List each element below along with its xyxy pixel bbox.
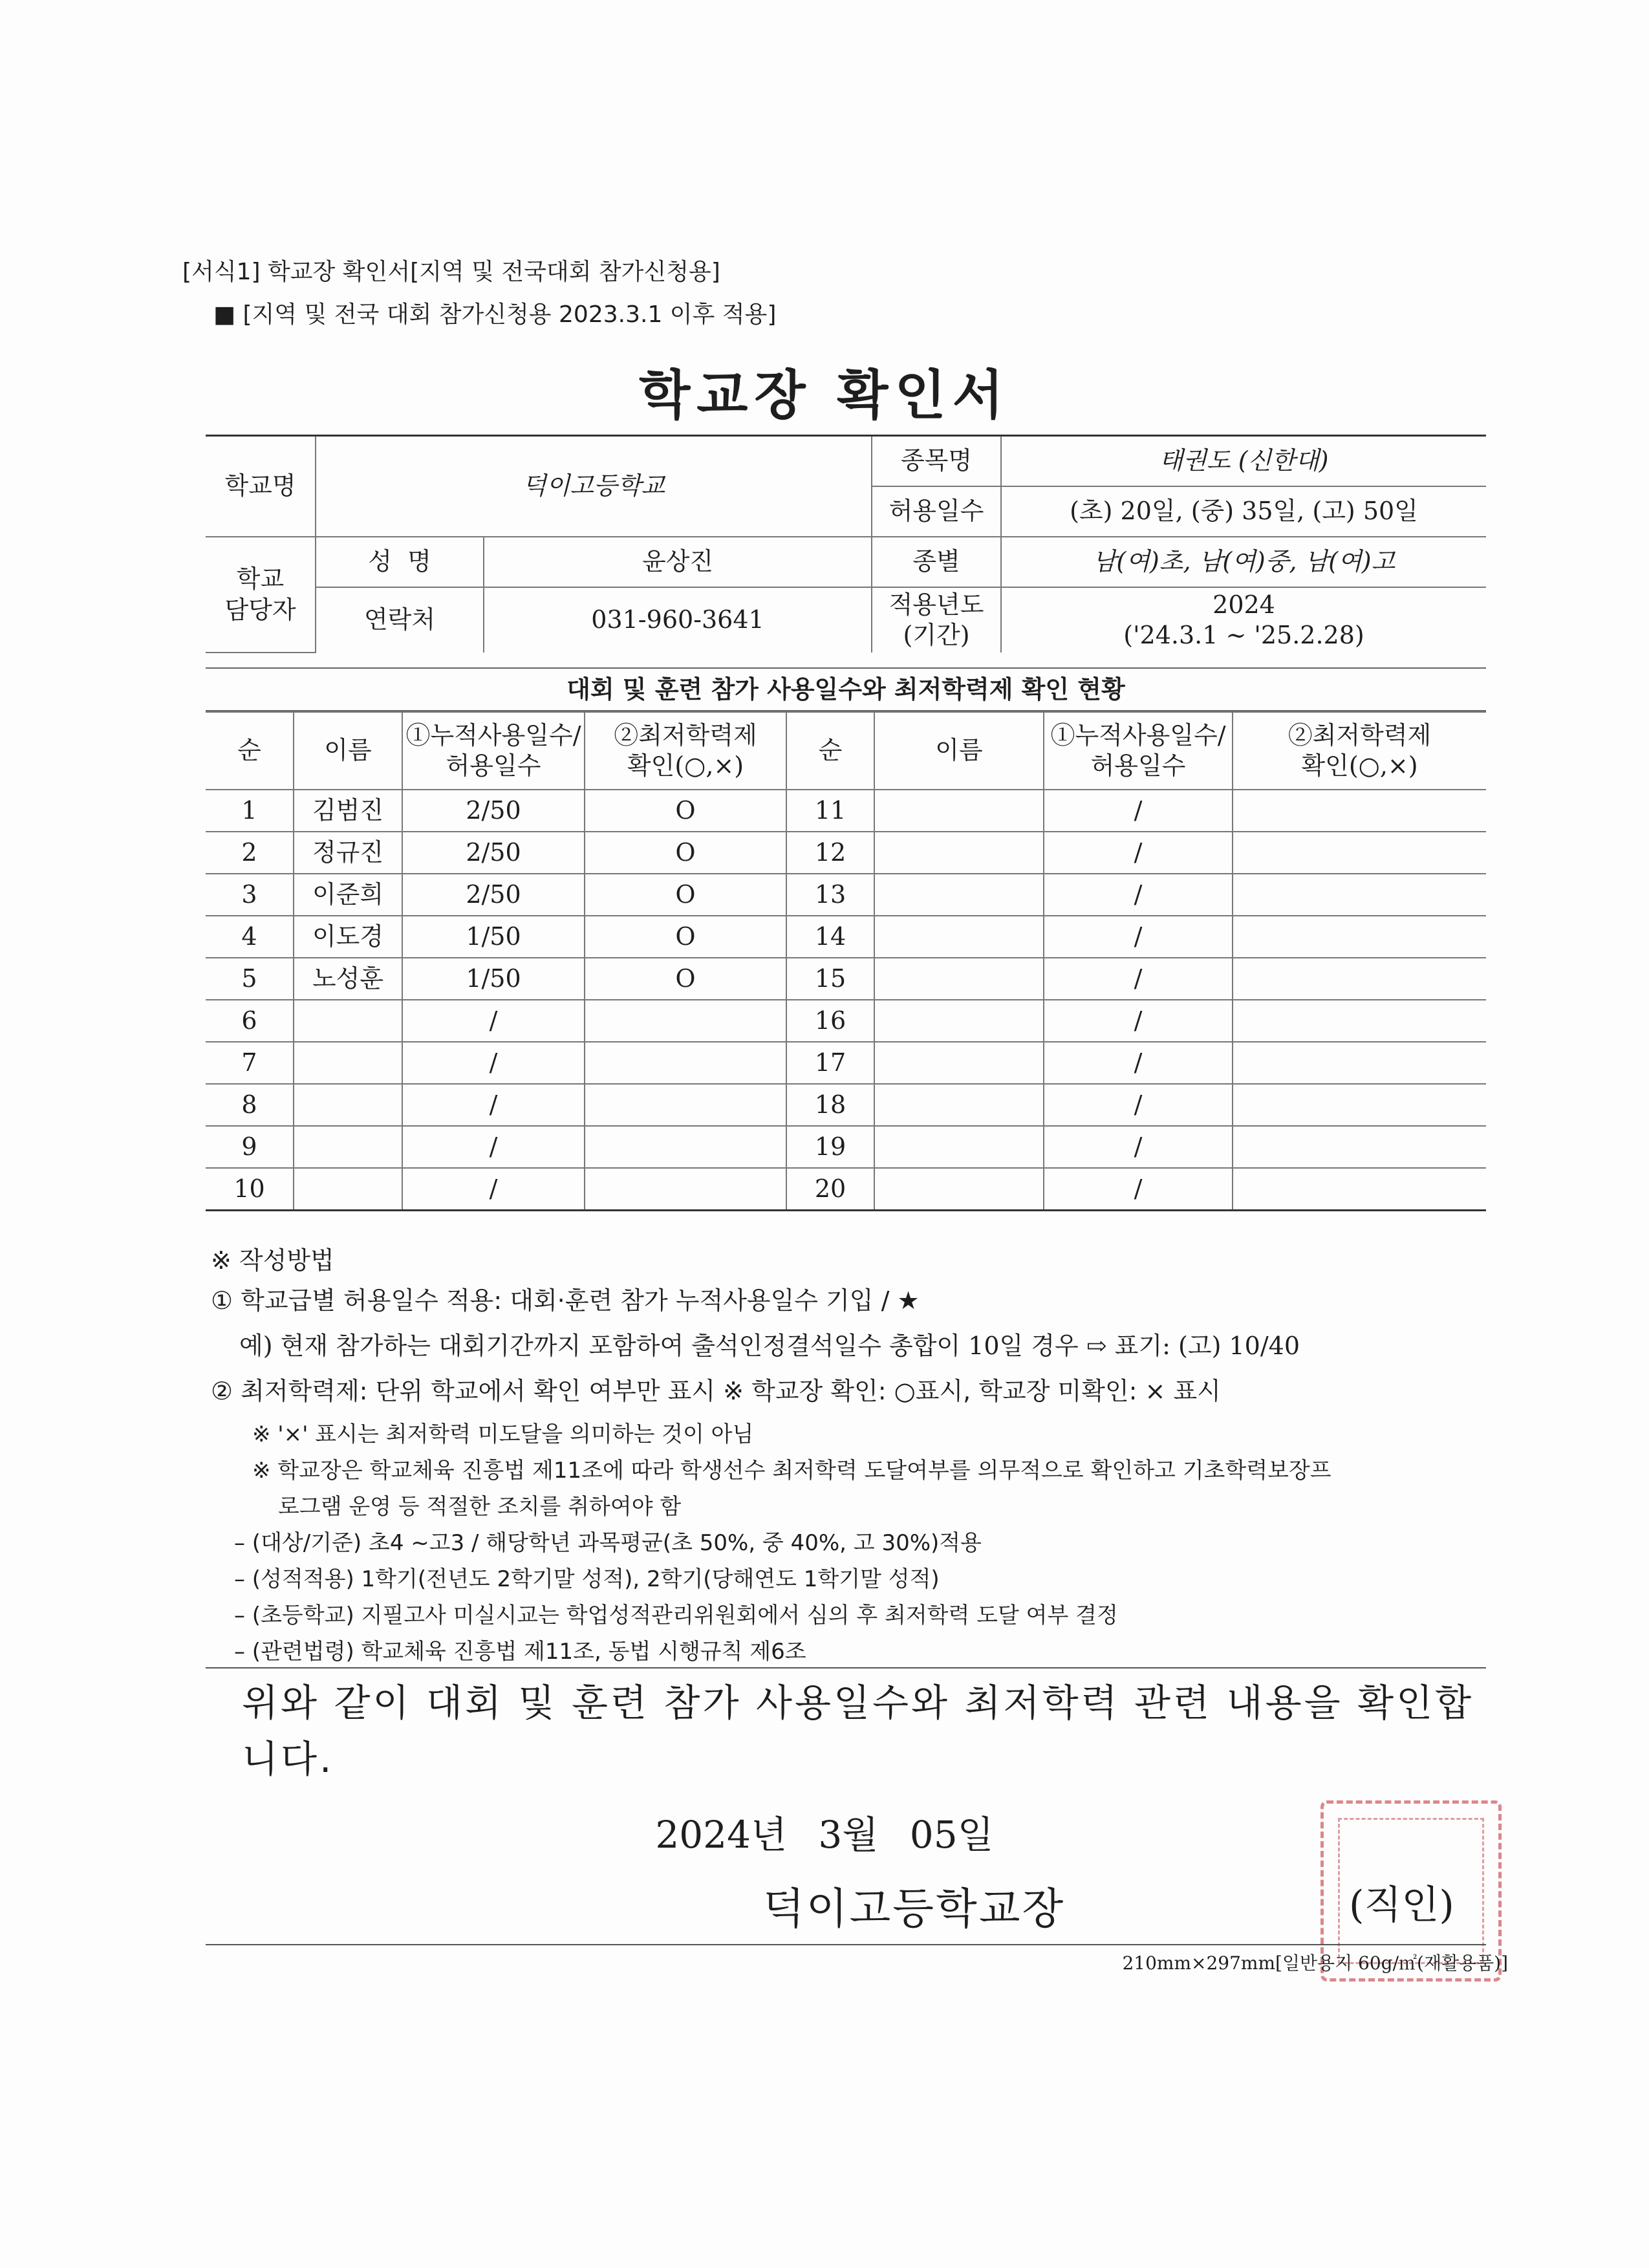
cell-name [294,1042,402,1084]
cell-days: 2/50 [402,832,585,874]
cell-days: 1/50 [402,958,585,1000]
cell-days: / [402,1126,585,1168]
cell-name [294,1126,402,1168]
divider [206,1944,1486,1945]
cell-days: / [402,1000,585,1042]
header-name: 이름 [294,712,402,790]
cell-check [1233,958,1486,1000]
cell-no: 7 [206,1042,294,1084]
cell-name [874,916,1044,958]
cell-days: / [1044,832,1233,874]
status-row [206,1168,1486,1211]
cell-name: 이도경 [294,916,402,958]
note-item-1-example: 예) 현재 참가하는 대회기간까지 포함하여 출석인정결석일수 총합이 10일 경우 ⇨ 표기: (고) 10/40 [239,1332,1300,1360]
header-no: 순 [206,712,294,790]
cell-no: 10 [206,1168,294,1211]
confirmation-date: 2024년 3월 05일 [655,1813,994,1857]
cell-check [1233,790,1486,832]
cell-no: 17 [786,1042,874,1084]
cell-name [294,1000,402,1042]
year-label: 적용년도 (기간) [872,587,1001,653]
cell-no: 3 [206,874,294,916]
cell-days: / [1044,916,1233,958]
status-header-row [206,712,1486,790]
status-row [206,874,1486,916]
status-row [206,958,1486,1000]
status-table [206,711,1486,1211]
cell-days: / [402,1168,585,1211]
status-row [206,790,1486,832]
cell-no: 13 [786,874,874,916]
cell-days: / [1044,1168,1233,1211]
cell-no: 4 [206,916,294,958]
note-item-2: ② 최저학력제: 단위 학교에서 확인 여부만 표시 ※ 학교장 확인: ○표시, 학교장 미확인: × 표시 [211,1377,1221,1405]
notes-heading: ※ 작성방법 [211,1246,334,1275]
cell-check: O [585,832,786,874]
cell-no: 6 [206,1000,294,1042]
school-label: 학교명 [206,436,316,537]
cell-days: 2/50 [402,874,585,916]
cell-name [874,1126,1044,1168]
cell-name: 이준희 [294,874,402,916]
note-dash-2: – (성적적용) 1학기(전년도 2학기말 성적), 2학기(당해연도 1학기말 성적) [234,1566,940,1592]
cell-check [585,1168,786,1211]
cell-check: O [585,790,786,832]
cell-days: / [1044,1084,1233,1126]
cell-days: / [1044,790,1233,832]
principal-name: 덕이고등학교장 [763,1884,1066,1934]
cell-days: / [1044,1042,1233,1084]
year-cell [1001,587,1486,653]
status-row [206,916,1486,958]
school-name: 덕이고등학교 [316,436,872,537]
cell-name [874,832,1044,874]
cell-days: / [1044,874,1233,916]
period-value: ('24.3.1 ~ '25.2.28) [1123,621,1364,649]
seal-label: (직인) [1349,1883,1454,1928]
cell-name: 김범진 [294,790,402,832]
cell-days: 2/50 [402,790,585,832]
cell-days: / [402,1042,585,1084]
header-days: ①누적사용일수/ 허용일수 [402,712,585,790]
cell-days: / [1044,1126,1233,1168]
status-row [206,1042,1486,1084]
note-dash-1: – (대상/기준) 초4 ~고3 / 해당학년 과목평균(초 50%, 중 40%, 고 30%)적용 [234,1530,982,1556]
document-title: 학교장 확인서 [639,365,1010,426]
cell-check [585,1084,786,1126]
cell-check [1233,1126,1486,1168]
cell-no: 5 [206,958,294,1000]
cell-check: O [585,874,786,916]
cell-check: O [585,916,786,958]
instructions [211,1240,1504,1670]
cell-check [585,1126,786,1168]
form-tag: [서식1] 학교장 확인서[지역 및 전국대회 참가신청용] [182,259,720,285]
cell-days: / [1044,958,1233,1000]
cell-check [1233,1000,1486,1042]
cell-check [1233,1168,1486,1211]
cell-no: 15 [786,958,874,1000]
note-dash-3: – (초등학교) 지필고사 미실시교는 학업성적관리위원회에서 심의 후 최저학력 도달 여부 결정 [234,1603,1118,1628]
cell-days: 1/50 [402,916,585,958]
cell-check [1233,1084,1486,1126]
year-value: 2024 [1212,590,1275,619]
cell-name [874,1084,1044,1126]
status-row [206,832,1486,874]
note-dash-4: – (관련법령) 학교체육 진흥법 제11조, 동법 시행규칙 제6조 [234,1639,806,1665]
note-item-1: ① 학교급별 허용일수 적용: 대회·훈련 참가 누적사용일수 기입 / ★ [211,1286,920,1315]
header-days: ①누적사용일수/ 허용일수 [1044,712,1233,790]
cell-check: O [585,958,786,1000]
cell-name [874,790,1044,832]
allowed-days-value: (초) 20일, (중) 35일, (고) 50일 [1001,486,1486,537]
allowed-days-label: 허용일수 [872,486,1001,537]
cell-check [1233,874,1486,916]
cell-no: 16 [786,1000,874,1042]
event-label: 종목명 [872,436,1001,487]
cell-no: 9 [206,1126,294,1168]
cell-name: 정규진 [294,832,402,874]
cell-name [294,1084,402,1126]
cell-name [294,1168,402,1211]
cell-days: / [402,1084,585,1126]
status-row [206,1084,1486,1126]
cell-no: 1 [206,790,294,832]
gender-value: 남(여)초, 남(여)중, 남(여)고 [1001,537,1486,587]
event-value: 태권도 (신한대) [1001,436,1486,487]
cell-days: / [1044,1000,1233,1042]
note-item-2-b: ※ 학교장은 학교체육 진흥법 제11조에 따라 학생선수 최저학력 도달여부를 의무적으로 확인하고 기초학력보장프 [252,1458,1331,1484]
header-check: ②최저학력제 확인(○,×) [585,712,786,790]
cell-check [1233,832,1486,874]
cell-check [585,1000,786,1042]
cell-no: 18 [786,1084,874,1126]
gender-label: 종별 [872,537,1001,587]
contact-label: 연락처 [316,587,484,653]
header-name: 이름 [874,712,1044,790]
cell-check [1233,1042,1486,1084]
cell-name [874,1168,1044,1211]
cell-name [874,958,1044,1000]
note-item-2-a: ※ '×' 표시는 최저학력 미도달을 의미하는 것이 아님 [252,1421,754,1447]
name-value: 윤상진 [484,537,872,587]
paper-spec-footer: 210mm×297mm[일반용지 60g/㎡(재활용품)] [1122,1952,1508,1974]
cell-no: 11 [786,790,874,832]
form-subtitle: ■ [지역 및 전국 대회 참가신청용 2023.3.1 이후 적용] [213,301,777,328]
school-info-table [206,435,1486,653]
contact-value: 031-960-3641 [484,587,872,653]
cell-no: 20 [786,1168,874,1211]
status-title: 대회 및 훈련 참가 사용일수와 최저학력제 확인 현황 [206,667,1486,711]
cell-no: 14 [786,916,874,958]
status-row [206,1000,1486,1042]
confirmation-text: 위와 같이 대회 및 훈련 참가 사용일수와 최저학력 관련 내용을 확인합니다. [242,1681,1474,1781]
note-item-2-c: 로그램 운영 등 적절한 조치를 취하여야 함 [278,1494,682,1520]
cell-no: 12 [786,832,874,874]
name-label: 성 명 [316,537,484,587]
cell-name [874,874,1044,916]
cell-no: 2 [206,832,294,874]
cell-name [874,1000,1044,1042]
cell-no: 8 [206,1084,294,1126]
cell-check [585,1042,786,1084]
cell-name: 노성훈 [294,958,402,1000]
header-no: 순 [786,712,874,790]
manager-label: 학교 담당자 [206,537,316,653]
cell-name [874,1042,1044,1084]
status-row [206,1126,1486,1168]
divider [206,1667,1486,1669]
header-check: ②최저학력제 확인(○,×) [1233,712,1486,790]
cell-check [1233,916,1486,958]
cell-no: 19 [786,1126,874,1168]
